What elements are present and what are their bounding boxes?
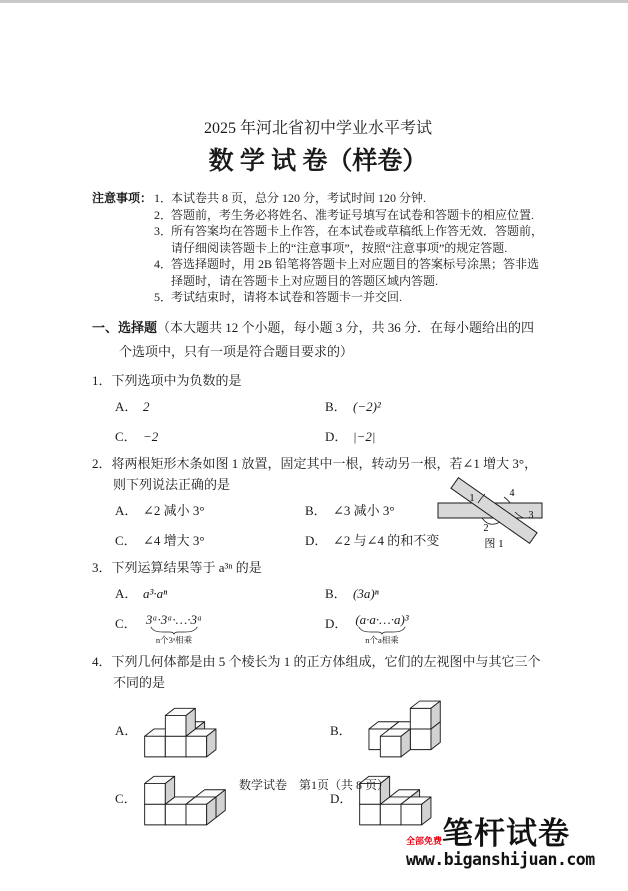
crossing-strips-diagram bbox=[436, 473, 548, 549]
option-letter: D． bbox=[325, 428, 348, 444]
angle-label-3: 3 bbox=[528, 509, 534, 521]
notice-label: 注意事项： bbox=[92, 191, 153, 205]
notice-item-number: 4． bbox=[154, 257, 173, 271]
underbrace-icon bbox=[143, 626, 205, 635]
notice-item-text: 考试结束时，请将本试卷和答题卡一并交回. bbox=[171, 290, 403, 304]
option-a bbox=[115, 500, 305, 521]
option-c bbox=[115, 530, 305, 551]
question-2 bbox=[92, 453, 544, 551]
question-1-options bbox=[92, 396, 544, 447]
question-number: 2． bbox=[92, 455, 112, 471]
question-text: 下列选项中为负数的是 bbox=[111, 372, 242, 388]
option-b bbox=[330, 699, 544, 761]
option-a bbox=[115, 699, 330, 761]
notice-item-number: 1． bbox=[154, 191, 173, 205]
angle-label-4: 4 bbox=[509, 487, 515, 499]
question-number: 4． bbox=[92, 653, 112, 669]
notice-item-text: 答选择题时，用 2B 铅笔将答题卡上对应题目的答案标号涂黑；答非选择题时，请在答题卡上对应题目的答题区域内答题. bbox=[171, 257, 540, 288]
option-text: ∠2 与∠4 的和不变 bbox=[333, 532, 440, 548]
option-letter: B． bbox=[325, 398, 347, 414]
figure-1-caption: 图 1 bbox=[484, 537, 504, 549]
paper-main-title: 数 学 试 卷（样卷） bbox=[208, 148, 428, 175]
question-4-options bbox=[92, 699, 544, 829]
option-a bbox=[115, 396, 325, 417]
question-1 bbox=[92, 370, 544, 447]
option-letter: C． bbox=[115, 428, 137, 444]
question-2-options bbox=[92, 500, 455, 551]
notice-item-text: 所有答案均在答题卡上作答，在本试卷或草稿纸上作答无效．答题前，请仔细阅读答题卡上的“注意事项”，按照“注意事项”的规定答题. bbox=[171, 224, 544, 255]
option-text: ∠2 减小 3° bbox=[143, 502, 205, 518]
option-expression: (3a)ⁿ bbox=[353, 585, 379, 601]
watermark-brand: 笔杆试卷 bbox=[442, 816, 571, 851]
notice-item-text: 答题前，考生务必将姓名、准考证号填写在试卷和答题卡的相应位置. bbox=[171, 207, 535, 222]
expression-with-underbrace bbox=[143, 613, 205, 645]
angle-label-1: 1 bbox=[469, 492, 475, 504]
section-choice-heading bbox=[92, 316, 544, 364]
option-d bbox=[325, 613, 544, 645]
notice-item bbox=[154, 207, 544, 224]
notice-item bbox=[154, 223, 544, 256]
option-a bbox=[115, 583, 325, 604]
notice-item bbox=[154, 289, 544, 306]
section-heading-title: 一、选择题 bbox=[92, 319, 158, 335]
notice-items bbox=[154, 190, 544, 306]
option-expression: a³·aⁿ bbox=[143, 585, 168, 601]
option-text: −2 bbox=[143, 428, 159, 444]
underbrace-label: n个a相乘 bbox=[365, 634, 399, 645]
notice-item bbox=[154, 256, 544, 289]
notice-item-text: 本试卷共 8 页，总分 120 分，考试时间 120 分钟. bbox=[171, 191, 427, 205]
watermark-brand-row bbox=[406, 818, 618, 850]
option-letter: B． bbox=[305, 502, 327, 518]
option-letter: B． bbox=[325, 585, 347, 601]
notice-item-number: 3． bbox=[154, 224, 173, 238]
cube-figure-a bbox=[141, 699, 231, 761]
notice-item-number: 2． bbox=[154, 207, 173, 222]
paper-content bbox=[92, 118, 544, 829]
option-letter: C． bbox=[115, 615, 137, 631]
option-letter: A． bbox=[115, 398, 138, 414]
option-text: ∠4 增大 3° bbox=[143, 532, 205, 548]
question-4-stem bbox=[92, 651, 544, 693]
option-letter: C． bbox=[115, 532, 137, 548]
question-text: 下列运算结果等于 a³ⁿ 的是 bbox=[111, 559, 262, 575]
section-heading-desc: （本大题共 12 个小题，每小题 3 分，共 36 分．在每小题给出的四个选项中，只有一项是符合题目要求的） bbox=[119, 319, 535, 359]
expression-with-underbrace bbox=[353, 613, 411, 645]
option-c bbox=[115, 613, 325, 645]
option-letter: C． bbox=[115, 791, 137, 806]
exam-title: 2025 年河北省初中学业水平考试 bbox=[203, 120, 432, 137]
underbrace-label: n个3ᵃ相乘 bbox=[155, 634, 193, 645]
option-text: ∠3 减小 3° bbox=[333, 502, 395, 518]
option-letter: A． bbox=[115, 502, 138, 518]
cube-figure-b bbox=[356, 699, 446, 761]
watermark-tagline: 全部免费 bbox=[406, 836, 443, 846]
option-d bbox=[325, 426, 544, 447]
notice-item-number: 5． bbox=[154, 290, 173, 304]
question-number: 1． bbox=[92, 372, 112, 388]
question-3-stem bbox=[92, 557, 544, 578]
watermark-url: www.biganshijuan.com bbox=[406, 850, 595, 869]
question-text: 下列几何体都是由 5 个棱长为 1 的正方体组成，它们的左视图中与其它三个不同的是 bbox=[111, 653, 541, 690]
underbrace-icon bbox=[353, 626, 411, 635]
option-c bbox=[115, 426, 325, 447]
watermark bbox=[406, 818, 618, 870]
question-3 bbox=[92, 557, 544, 645]
option-text: (−2)² bbox=[353, 398, 381, 414]
option-letter: D． bbox=[330, 791, 353, 806]
angle-label-2: 2 bbox=[483, 522, 489, 534]
question-3-options bbox=[92, 583, 544, 645]
question-number: 3． bbox=[92, 559, 112, 575]
option-letter: D． bbox=[325, 615, 348, 631]
option-d bbox=[305, 530, 455, 551]
question-text: 将两根矩形木条如图 1 放置，固定其中一根，转动另一根，若∠1 增大 3°，则下列说法正确的是 bbox=[111, 455, 538, 492]
page-footer: 数学试卷 第1页（共 8 页） bbox=[238, 778, 389, 792]
option-letter: D． bbox=[305, 532, 328, 548]
option-b bbox=[325, 583, 544, 604]
option-b bbox=[325, 396, 544, 417]
figure-1 bbox=[436, 473, 548, 553]
option-b bbox=[305, 500, 455, 521]
notice-block bbox=[92, 190, 544, 306]
question-1-stem bbox=[92, 370, 544, 391]
option-expression: (a·a·…·a)³ bbox=[355, 611, 409, 627]
option-text: 2 bbox=[143, 398, 150, 414]
option-letter: B． bbox=[330, 723, 352, 738]
option-letter: A． bbox=[115, 585, 138, 601]
question-4 bbox=[92, 651, 544, 829]
option-letter: A． bbox=[115, 723, 138, 738]
notice-item bbox=[154, 190, 544, 207]
option-text: |−2| bbox=[353, 428, 376, 444]
scan-edge bbox=[0, 0, 628, 3]
option-expression: 3ᵃ·3ᵃ·…·3ᵃ bbox=[145, 611, 203, 627]
